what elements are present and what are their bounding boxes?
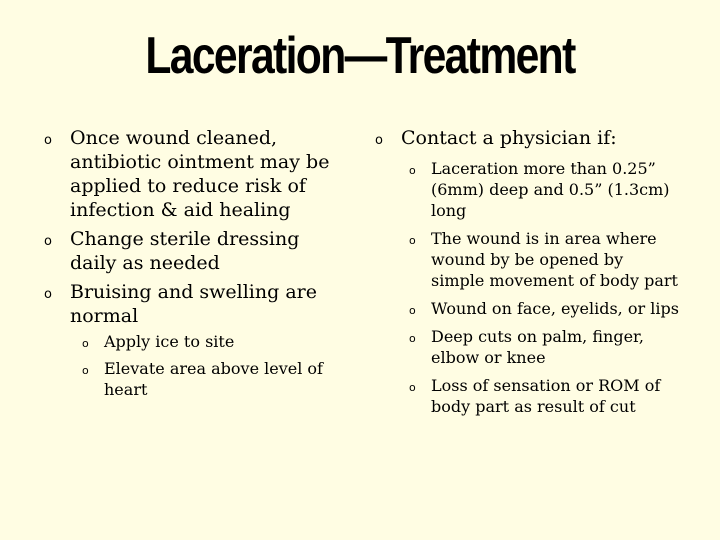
circle-bullet-icon: o	[409, 164, 416, 177]
left-column	[44, 126, 349, 406]
list-item	[375, 126, 680, 417]
sub-list-item	[409, 298, 680, 319]
circle-bullet-icon: o	[82, 337, 89, 350]
slide-title: Laceration—Treatment	[145, 27, 575, 85]
sub-list-item-text: Loss of sensation or ROM of body part as result of cut	[431, 376, 661, 416]
list-item	[44, 280, 349, 400]
sub-list-item-text: Deep cuts on palm, finger, elbow or knee	[431, 327, 645, 367]
sub-list-item	[409, 228, 680, 291]
circle-bullet-icon: o	[409, 234, 416, 247]
circle-bullet-icon: o	[44, 234, 52, 249]
circle-bullet-icon: o	[409, 304, 416, 317]
circle-bullet-icon: o	[44, 287, 52, 302]
sub-list-item-text: Wound on face, eyelids, or lips	[431, 299, 679, 318]
sub-list-item-text: Elevate area above level of heart	[104, 359, 323, 399]
right-bullet-list	[375, 126, 680, 417]
sub-list-item-text: Laceration more than 0.25” (6mm) deep and 0.5” (1.3cm) long	[431, 159, 670, 220]
sub-bullet-list	[409, 158, 680, 417]
circle-bullet-icon: o	[375, 133, 383, 148]
sub-list-item	[409, 375, 680, 417]
sub-list-item	[82, 331, 349, 352]
right-column	[375, 126, 680, 424]
sub-bullet-list	[82, 331, 349, 400]
sub-list-item	[409, 326, 680, 368]
list-item-text: Once wound cleaned, antibiotic ointment may be applied to reduce risk of infection & aid healing	[70, 127, 330, 221]
list-item-text: Change sterile dressing daily as needed	[70, 228, 300, 274]
sub-list-item	[82, 358, 349, 400]
circle-bullet-icon: o	[409, 332, 416, 345]
list-item	[44, 126, 349, 222]
list-item-text: Bruising and swelling are normal	[70, 281, 317, 327]
sub-list-item	[409, 158, 680, 221]
list-item	[44, 227, 349, 275]
left-bullet-list	[44, 126, 349, 400]
sub-list-item-text: The wound is in area where wound by be opened by simple movement of body part	[431, 229, 678, 290]
circle-bullet-icon: o	[82, 364, 89, 377]
list-item-text: Contact a physician if:	[401, 127, 617, 149]
sub-list-item-text: Apply ice to site	[104, 332, 235, 351]
circle-bullet-icon: o	[409, 381, 416, 394]
circle-bullet-icon: o	[44, 133, 52, 148]
